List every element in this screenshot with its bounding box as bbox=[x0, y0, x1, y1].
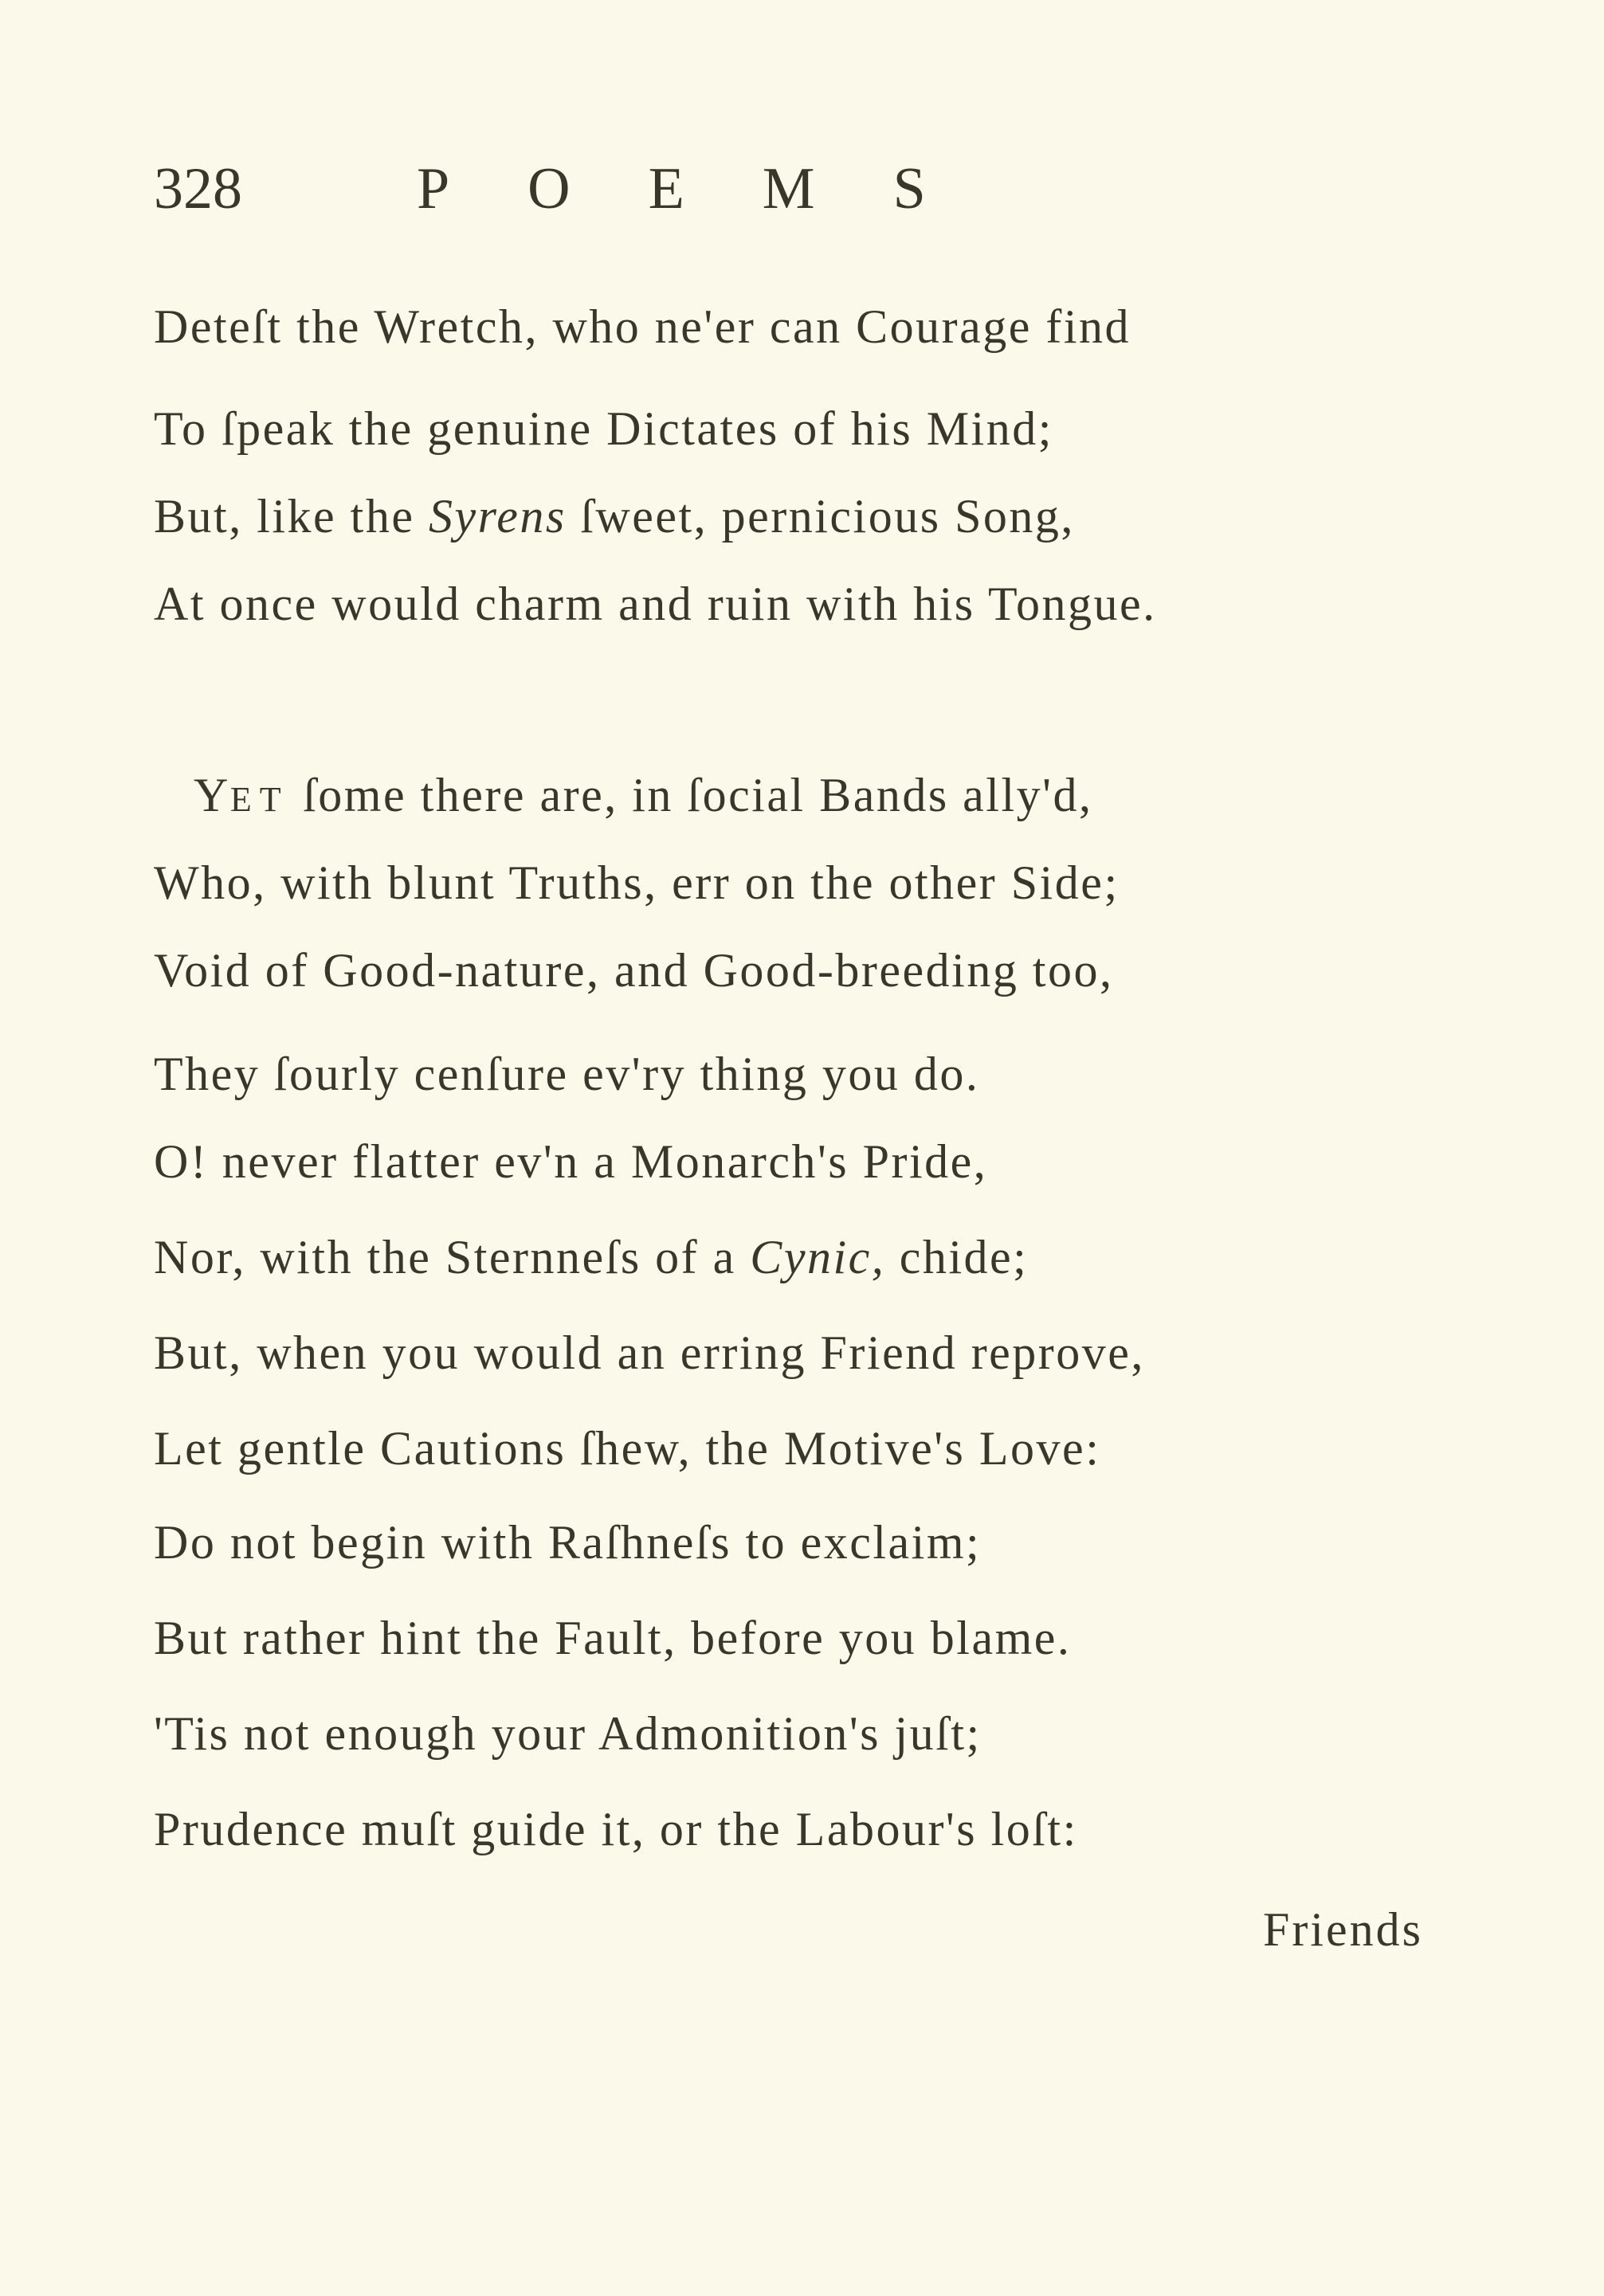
verse-pre: To ſpeak the genuine Dictates of his Mind; bbox=[154, 402, 1053, 455]
running-title: POEMS bbox=[417, 156, 1004, 221]
verse-pre: 'Tis not enough your Admonition's juſt; bbox=[154, 1707, 982, 1760]
verse-pre: ſome there are, in ſocial Bands ally'd, bbox=[288, 769, 1093, 821]
verse-line bbox=[154, 1707, 982, 1760]
verse-line bbox=[154, 1050, 979, 1098]
verse-line bbox=[154, 1233, 1028, 1281]
verse-pre: Deteſt the Wretch, who ne'er can Courage find bbox=[154, 300, 1131, 353]
verse-line bbox=[154, 1422, 1101, 1475]
verse-italic: Cynic, bbox=[750, 1231, 886, 1283]
verse-pre: Let gentle Cautions ſhew, the Motive's Love: bbox=[154, 1422, 1101, 1475]
verse-pre: Void of Good-nature, and Good-breeding too, bbox=[154, 944, 1114, 997]
verse-pre: But rather hint the Fault, before you blame. bbox=[154, 1612, 1072, 1664]
verse-pre: Who, with blunt Truths, err on the other Side; bbox=[154, 856, 1120, 909]
verse-pre: Prudence muſt guide it, or the Labour's loſt: bbox=[154, 1803, 1078, 1855]
verse-line bbox=[154, 1326, 1145, 1379]
verse-post: ſweet, pernicious Song, bbox=[566, 490, 1075, 543]
verse-pre: At once would charm and ruin with his Tongue. bbox=[154, 578, 1157, 630]
verse-line bbox=[154, 856, 1120, 909]
verse-italic: Syrens bbox=[428, 490, 567, 543]
verse-line bbox=[154, 1135, 988, 1188]
catchword: Friends bbox=[1263, 1903, 1423, 1956]
verse-initial: Y bbox=[194, 769, 230, 821]
verse-line bbox=[154, 1614, 1071, 1662]
verse-line bbox=[154, 300, 1131, 353]
verse-pre: But, when you would an erring Friend reprove, bbox=[154, 1326, 1145, 1379]
verse-smallcaps: ET bbox=[229, 780, 289, 819]
verse-line bbox=[154, 1805, 1078, 1853]
verse-pre: O! never flatter ev'n a Monarch's Pride, bbox=[154, 1135, 988, 1188]
verse-line bbox=[194, 771, 1092, 819]
verse-line bbox=[154, 580, 1157, 628]
verse-pre: They ſourly cenſure ev'ry thing you do. bbox=[154, 1048, 980, 1100]
verse-post: chide; bbox=[885, 1231, 1029, 1283]
verse-line bbox=[154, 402, 1053, 455]
verse-line bbox=[154, 1516, 982, 1569]
verse-pre: Do not begin with Raſhneſs to exclaim; bbox=[154, 1516, 982, 1569]
verse-pre: Nor, with the Sternneſs of a bbox=[154, 1231, 751, 1283]
verse-line bbox=[154, 944, 1114, 997]
verse-line bbox=[154, 490, 1075, 543]
verse-pre: But, like the bbox=[154, 490, 429, 543]
page-number: 328 bbox=[154, 156, 242, 221]
